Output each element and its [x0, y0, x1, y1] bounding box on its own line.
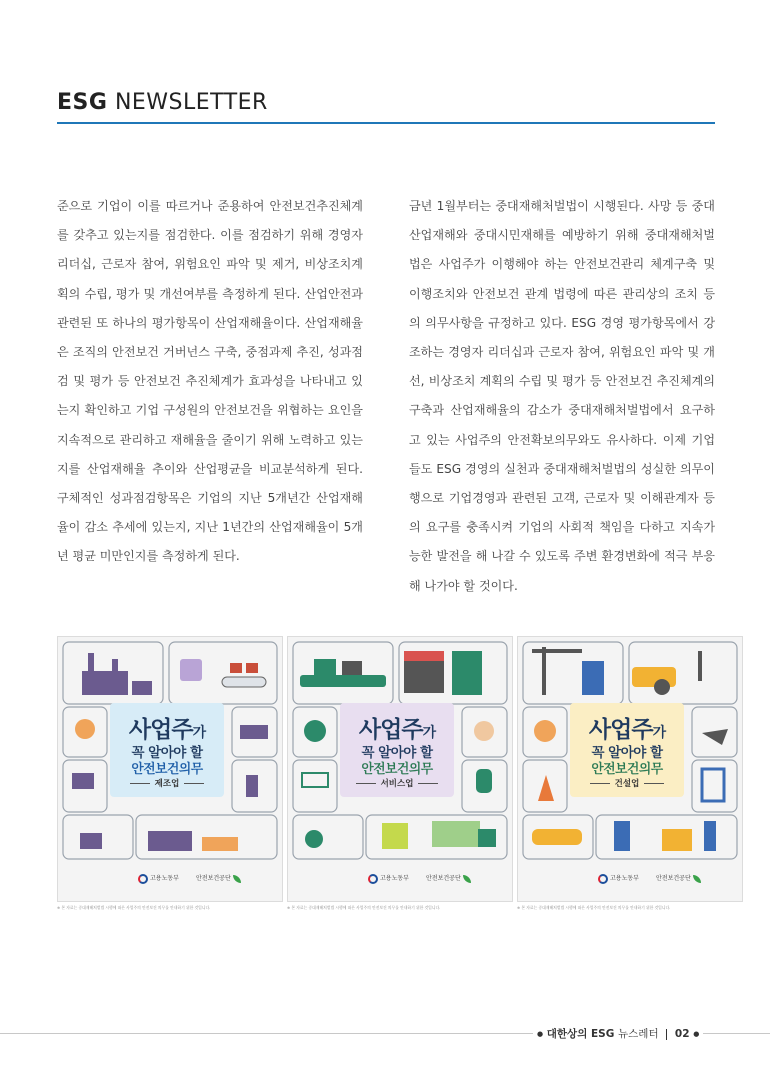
poster-title-card — [340, 703, 454, 797]
newsletter-header — [57, 88, 715, 124]
agency-leaf-icon — [693, 875, 701, 883]
agency-leaf-icon — [233, 875, 241, 883]
footer-divider — [666, 1029, 667, 1040]
body-text-right: 금년 1월부터는 중대재해처벌법이 시행된다. 사망 등 중대산업재해와 중대시민재해를 예방하기 위해 중대재해처벌법은 사업주가 이행해야 하는 안전보건관리 체계구축 및 이행조치와 안전보건 관계 법령에 따른 관리상의 조치 등의 의무사항을 규정하고 있다. ESG 경영 평가항목에서 강조하는 경영자 리더십과 근로자 참여, 위험요인 파악 및 개선, 비상조치 계획의 수립 및 평가 등 안전보건 추진체계의 구축과 산업재해율의 감소가 중대재해처벌법에서 요구하고 있는 사업주의 안전확보의무와도 유사하다. 이제 기업들도 ESG 경영의 실천과 중대재해처벌법의 성실한 의무이행으로 기업경영과 관련된 고객, 근로자 및 이해관계자 등의 요구를 충족시켜 기업의 사회적 책임을 다하고 지속가능한 발전을 해 나갈 수 있도록 주변 환경변화에 적극 부응해 나가야 할 것이다. — [409, 199, 715, 593]
poster-construction — [517, 636, 743, 902]
newsletter-title — [57, 90, 268, 115]
poster-duty-label: 안전보건의무 — [131, 762, 203, 777]
poster-logos — [138, 869, 278, 889]
ministry-emblem-icon — [138, 874, 148, 884]
footer-name-rest: 뉴스레터 — [618, 1028, 659, 1040]
footer-rule — [0, 1033, 533, 1034]
footer-name-bold: ESG — [591, 1028, 615, 1040]
footer-publisher: 대한상의 — [546, 1028, 588, 1040]
poster-logos — [598, 869, 738, 889]
ministry-emblem-icon — [598, 874, 608, 884]
poster-caption: ※ 본 자료는 중대재해처벌법 시행에 따른 사업주의 안전보건 의무를 안내하기 위한 것입니다. — [57, 905, 211, 910]
poster-logos — [368, 869, 508, 889]
poster-sector: 서비스업 — [340, 777, 454, 789]
poster-sector: 건설업 — [570, 777, 684, 789]
page-number: 02 — [674, 1028, 690, 1040]
ministry-logo: 고용노동부 — [138, 873, 179, 884]
poster-title-card — [110, 703, 224, 797]
poster-sector: 제조업 — [110, 777, 224, 789]
ministry-emblem-icon — [368, 874, 378, 884]
poster-headline: 사업주가 — [358, 717, 436, 743]
page-footer — [537, 1026, 699, 1041]
poster-duty-label: 안전보건의무 — [361, 762, 433, 777]
poster-services — [287, 636, 513, 902]
body-column-right — [409, 192, 715, 601]
body-column-left — [57, 192, 363, 572]
title-bold: ESG — [57, 90, 108, 115]
agency-logo: 안전보건공단 — [196, 873, 241, 883]
poster-manufacturing — [57, 636, 283, 902]
poster-duty-label: 안전보건의무 — [591, 762, 663, 777]
poster-headline: 사업주가 — [588, 717, 666, 743]
body-text-left: 준으로 기업이 이를 따르거나 준용하여 안전보건추진체계를 갖추고 있는지를 점검한다. 이를 점검하기 위해 경영자 리더십, 근로자 참여, 위험요인 파악 및 제거, 비상조치계획의 수립, 평가 및 개선여부를 측정하게 된다. 산업안전과 관련된 또 하나의 평가항목이 산업재해율이다. 산업재해율은 조직의 안전보건 거버넌스 구축, 중점과제 추진, 성과점검 및 평가 등 안전보건 추진체계가 효과성을 나타내고 있는지 확인하고 기업 구성원의 안전보건을 위협하는 요인을 지속적으로 관리하고 재해율을 줄이기 위해 노력하고 있는지를 산업재해율 추이와 산업평균을 비교분석하게 된다. 구체적인 성과점검항목은 기업의 지난 5개년간 산업재해율이 감소 추세에 있는지, 지난 1년간의 산업재해율이 5개년 평균 미만인지를 측정하게 된다. — [57, 199, 363, 564]
poster-caption: ※ 본 자료는 중대재해처벌법 시행에 따른 사업주의 안전보건 의무를 안내하기 위한 것입니다. — [517, 905, 671, 910]
poster-caption: ※ 본 자료는 중대재해처벌법 시행에 따른 사업주의 안전보건 의무를 안내하기 위한 것입니다. — [287, 905, 441, 910]
poster-subhead: 꼭 알아야 할 — [591, 745, 663, 761]
agency-logo: 안전보건공단 — [426, 873, 471, 883]
agency-leaf-icon — [463, 875, 471, 883]
ministry-logo: 고용노동부 — [598, 873, 639, 884]
agency-logo: 안전보건공단 — [656, 873, 701, 883]
poster-title-card — [570, 703, 684, 797]
ministry-logo: 고용노동부 — [368, 873, 409, 884]
poster-subhead: 꼭 알아야 할 — [361, 745, 433, 761]
bullet-icon: ● — [537, 1030, 544, 1038]
poster-subhead: 꼭 알아야 할 — [131, 745, 203, 761]
poster-headline: 사업주가 — [128, 717, 206, 743]
footer-rule-right — [703, 1033, 770, 1034]
title-rest: NEWSLETTER — [114, 90, 268, 115]
bullet-icon: ● — [693, 1030, 700, 1038]
